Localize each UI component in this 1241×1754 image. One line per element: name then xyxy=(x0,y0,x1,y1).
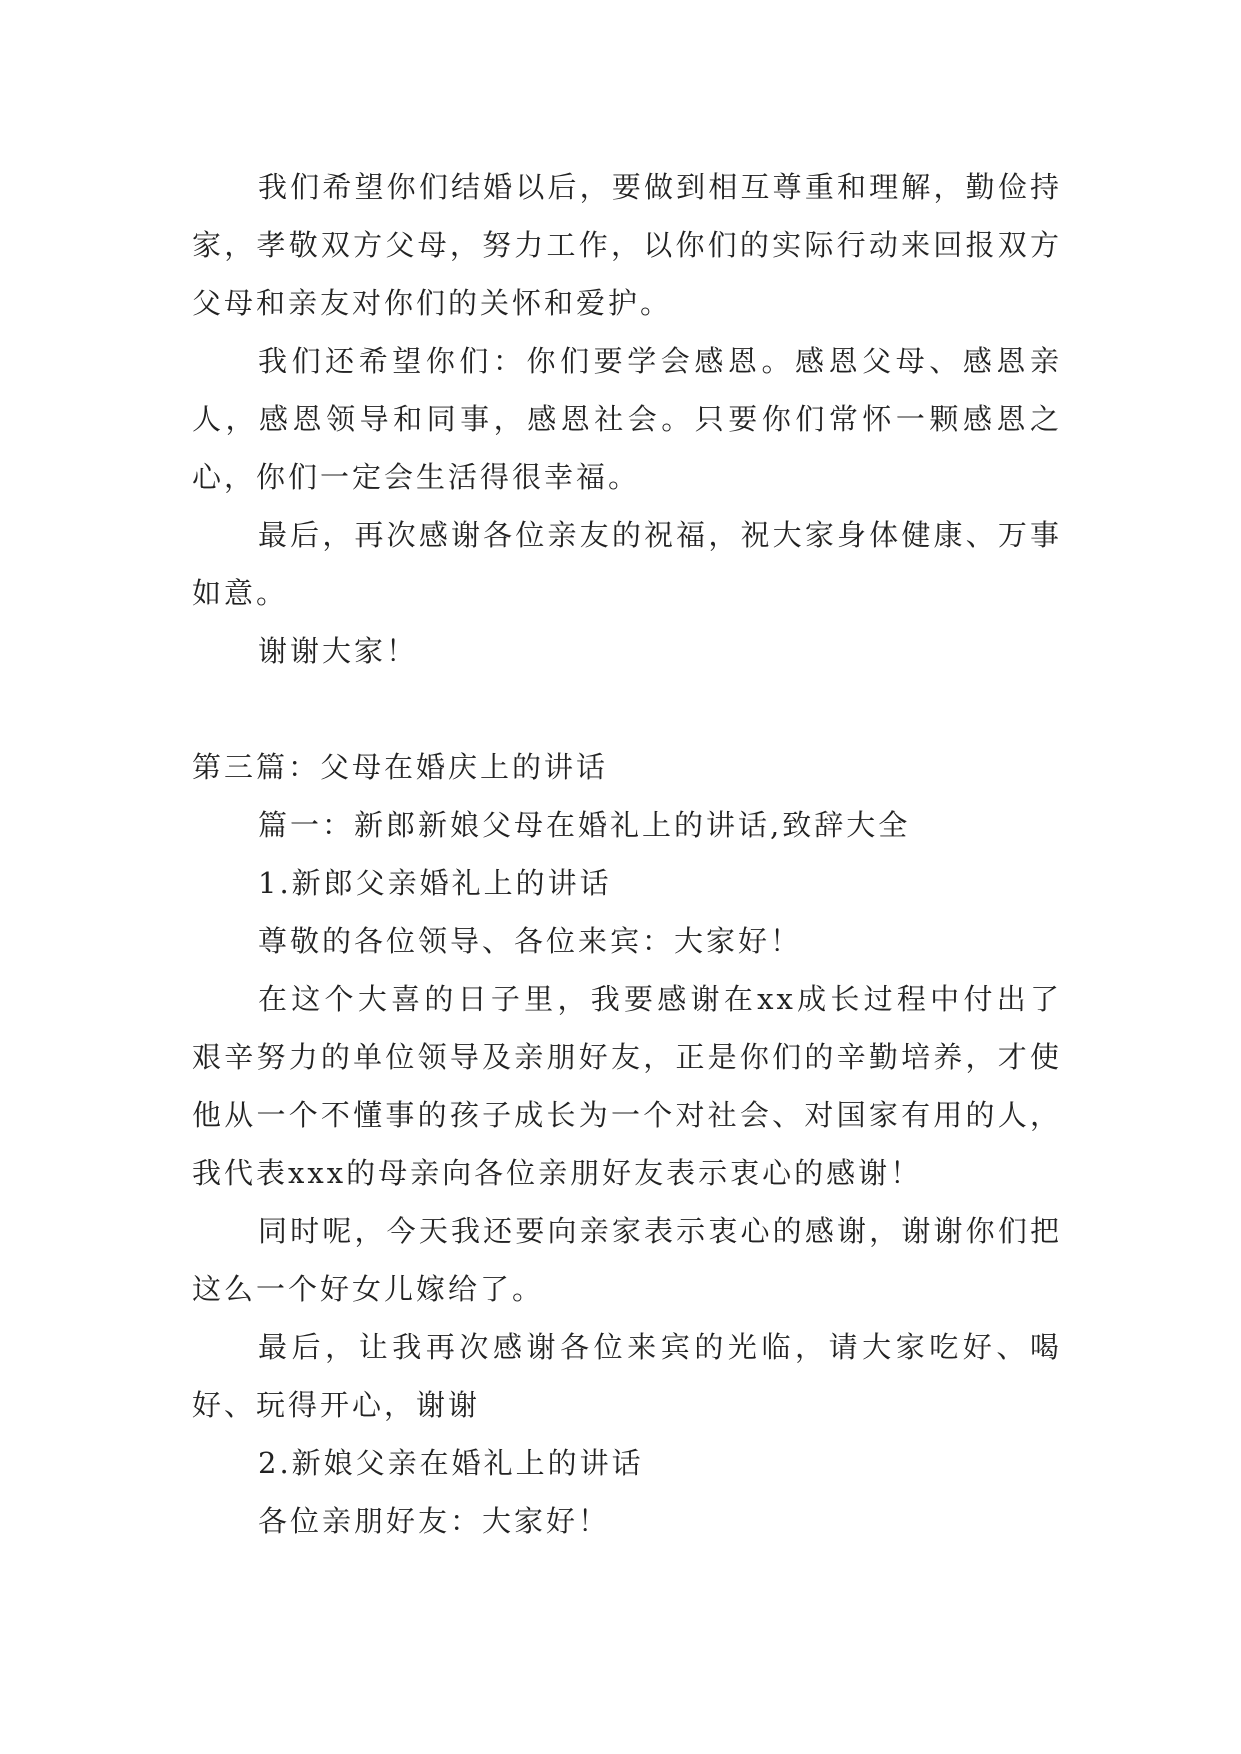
paragraph: 最后，让我再次感谢各位来宾的光临，请大家吃好、喝好、玩得开心，谢谢 xyxy=(192,1330,1062,1422)
paragraph: 尊敬的各位领导、各位来宾：大家好！ xyxy=(258,924,803,958)
paragraph: 同时呢，今天我还要向亲家表示衷心的感谢，谢谢你们把这么一个好女儿嫁给了。 xyxy=(192,1214,1062,1306)
paragraph: 我们还希望你们：你们要学会感恩。感恩父母、感恩亲人，感恩领导和同事，感恩社会。只要你们常怀一颗感恩之心，你们一定会生活得很幸福。 xyxy=(192,344,1062,494)
paragraph: 最后，再次感谢各位亲友的祝福，祝大家身体健康、万事如意。 xyxy=(192,518,1062,610)
subheading: 2.新娘父亲在婚礼上的讲话 xyxy=(258,1446,644,1480)
paragraph: 在这个大喜的日子里，我要感谢在xx成长过程中付出了艰辛努力的单位领导及亲朋好友，正是你们的辛勤培养，才使他从一个不懂事的孩子成长为一个对社会、对国家有用的人，我代表xxx的母亲向各位亲朋好友表示衷心的感谢！ xyxy=(192,982,1062,1190)
paragraph: 谢谢大家！ xyxy=(258,634,419,668)
paragraph: 各位亲朋好友：大家好！ xyxy=(258,1504,611,1538)
document-body xyxy=(192,158,1062,1550)
subheading: 1.新郎父亲婚礼上的讲话 xyxy=(258,866,612,900)
section-title: 第三篇：父母在婚庆上的讲话 xyxy=(192,750,609,784)
subheading: 篇一：新郎新娘父母在婚礼上的讲话,致辞大全 xyxy=(258,808,911,842)
section-spacer xyxy=(192,680,1062,738)
paragraph: 我们希望你们结婚以后，要做到相互尊重和理解，勤俭持家，孝敬双方父母，努力工作，以你们的实际行动来回报双方父母和亲友对你们的关怀和爱护。 xyxy=(192,170,1062,320)
